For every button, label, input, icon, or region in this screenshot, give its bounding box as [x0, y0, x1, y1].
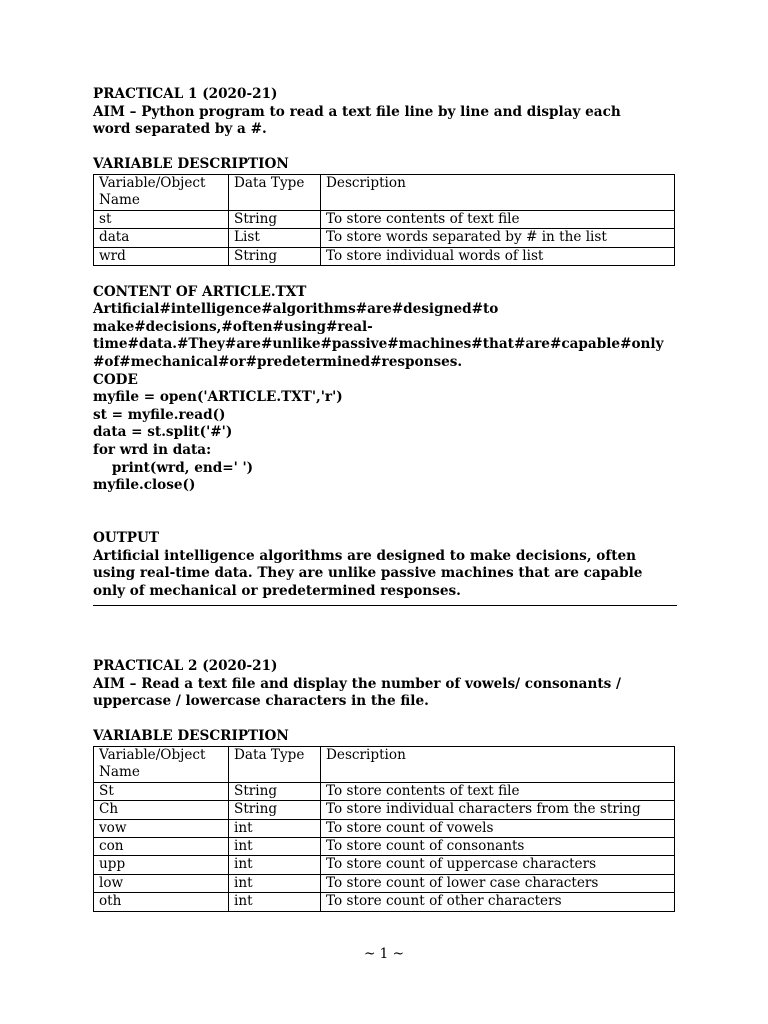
table-row [94, 210, 675, 228]
article-content-line: Artificial#intelligence#algorithms#are#designed#to [93, 301, 499, 318]
output-line: Artificial intelligence algorithms are designed to make decisions, often [93, 547, 637, 564]
table-cell: St [94, 782, 229, 800]
table-row [94, 838, 675, 856]
code-line: myfile = open('ARTICLE.TXT','r') [93, 389, 343, 406]
practical-2-section [93, 658, 678, 912]
table-cell: oth [94, 893, 229, 911]
table-header-cell: Description [321, 174, 675, 210]
code-line: st = myfile.read() [93, 406, 226, 423]
table-cell: To store count of other characters [321, 893, 675, 911]
code-line: for wrd in data: [93, 441, 212, 458]
practical-2-variable-heading: VARIABLE DESCRIPTION [93, 728, 289, 745]
table-cell: Ch [94, 801, 229, 819]
table-row [94, 856, 675, 874]
table-cell: int [229, 874, 321, 892]
table-header-cell: Data Type [229, 174, 321, 210]
practical-1-aim-line-1: AIM – Python program to read a text file line by line and display each [93, 103, 621, 120]
table-cell: To store count of consonants [321, 838, 675, 856]
table-header-row [94, 174, 675, 210]
practical-1-aim-line-2: word separated by a #. [93, 121, 267, 138]
table-header-cell: Description [321, 746, 675, 782]
table-header-cell: Data Type [229, 746, 321, 782]
table-cell: To store count of uppercase characters [321, 856, 675, 874]
table-cell: To store count of vowels [321, 819, 675, 837]
practical-1-variable-heading: VARIABLE DESCRIPTION [93, 156, 289, 173]
code-heading: CODE [93, 371, 138, 388]
practical-2-aim-line-2: uppercase / lowercase characters in the file. [93, 693, 429, 710]
table-cell: To store count of lower case characters [321, 874, 675, 892]
output-line: using real-time data. They are unlike passive machines that are capable [93, 565, 643, 582]
table-row [94, 874, 675, 892]
table-cell: To store contents of text file [321, 782, 675, 800]
article-content-line: make#decisions,#often#using#real- [93, 318, 373, 335]
table-row [94, 229, 675, 247]
table-cell: data [94, 229, 229, 247]
table-cell: int [229, 819, 321, 837]
table-header-cell: Variable/Object Name [94, 174, 229, 210]
table-cell: wrd [94, 247, 229, 265]
code-line: data = st.split('#') [93, 424, 233, 441]
table-cell: String [229, 247, 321, 265]
table-row [94, 801, 675, 819]
article-content-line: time#data.#They#are#unlike#passive#machines#that#are#capable#only [93, 336, 664, 353]
table-cell: vow [94, 819, 229, 837]
table-cell: To store contents of text file [321, 210, 675, 228]
table-cell: int [229, 893, 321, 911]
table-cell: String [229, 782, 321, 800]
table-cell: low [94, 874, 229, 892]
table-header-cell: Variable/Object Name [94, 746, 229, 782]
article-content-line: #of#mechanical#or#predetermined#responses. [93, 353, 463, 370]
table-cell: st [94, 210, 229, 228]
table-cell: upp [94, 856, 229, 874]
code-line: myfile.close() [93, 477, 196, 494]
practical-1-section [93, 86, 678, 600]
table-row [94, 819, 675, 837]
table-row [94, 893, 675, 911]
table-cell: int [229, 838, 321, 856]
table-cell: String [229, 801, 321, 819]
table-cell: List [229, 229, 321, 247]
table-cell: To store individual characters from the string [321, 801, 675, 819]
page-number: ~ 1 ~ [363, 946, 405, 962]
practical-2-title: PRACTICAL 2 (2020-21) [93, 658, 278, 674]
table-cell: To store words separated by # in the list [321, 229, 675, 247]
practical-1-variable-table [93, 174, 675, 266]
table-cell: con [94, 838, 229, 856]
table-cell: String [229, 210, 321, 228]
output-heading: OUTPUT [93, 529, 160, 546]
table-row [94, 782, 675, 800]
practical-2-variable-table [93, 746, 675, 912]
section-divider [93, 605, 677, 606]
table-cell: int [229, 856, 321, 874]
output-line: only of mechanical or predetermined responses. [93, 582, 461, 599]
code-line: print(wrd, end=' ') [93, 459, 254, 476]
practical-1-title: PRACTICAL 1 (2020-21) [93, 86, 278, 102]
table-cell: To store individual words of list [321, 247, 675, 265]
article-content-heading: CONTENT OF ARTICLE.TXT [93, 283, 307, 300]
table-row [94, 247, 675, 265]
practical-2-aim-line-1: AIM – Read a text file and display the number of vowels/ consonants / [93, 675, 621, 692]
table-header-row [94, 746, 675, 782]
